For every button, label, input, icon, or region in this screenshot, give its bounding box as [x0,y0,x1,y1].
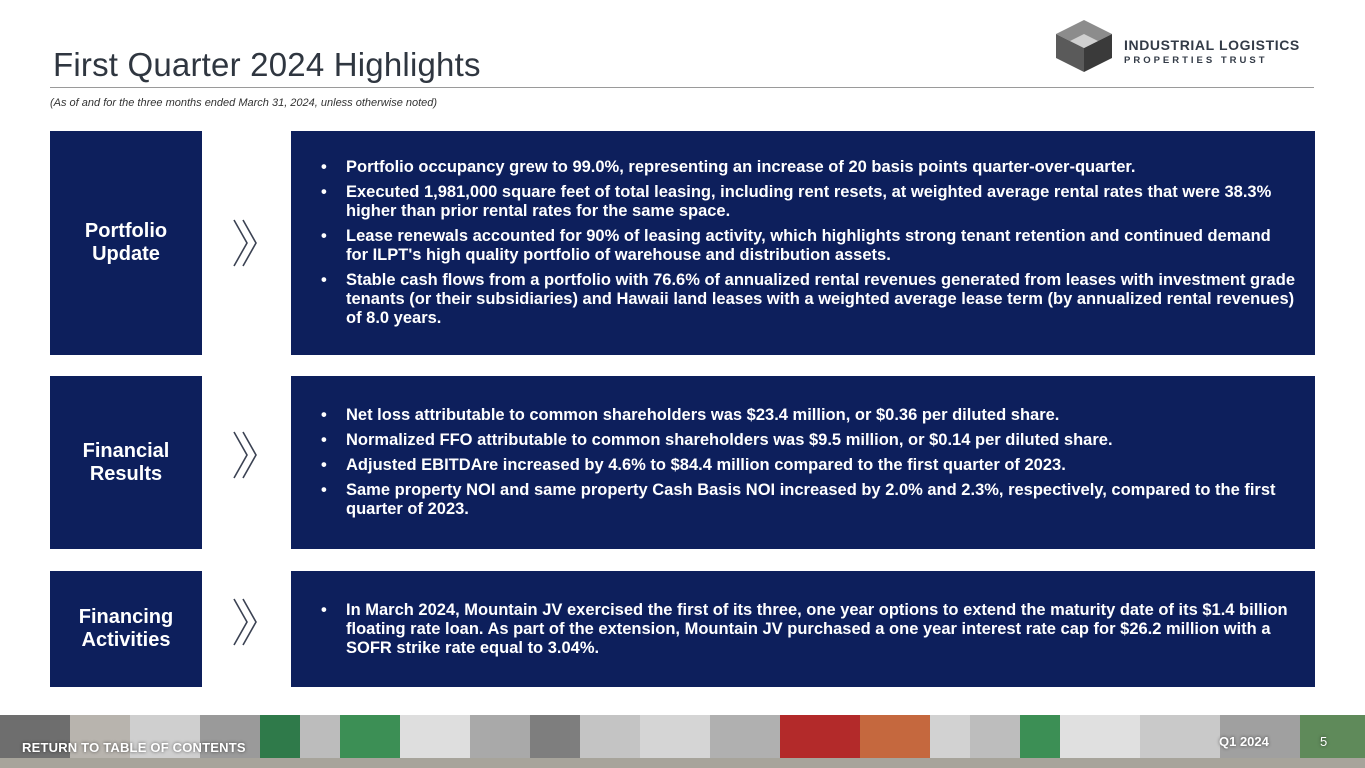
company-logo [1054,20,1319,74]
title-rule [50,87,1314,88]
section-content-portfolio-update [291,131,1315,355]
logo-text-line2: PROPERTIES TRUST [1124,55,1268,66]
bullet-list [321,400,1297,525]
bullet-item: • In March 2024, Mountain JV exercised the first of its three, one year options to extend the maturity date of its $1.4 billion floating rate loan. As part of the extension, Mountain JV purchased a one year interest rate cap for $26.2 million with a SOFR strike rate equal to 3.04%. [321,601,1297,658]
bullet-item: • Executed 1,981,000 square feet of total leasing, including rent resets, at weighted average rental rates that were 38.3% higher than prior rental rates for the same space. [321,183,1297,221]
section-content-financial-results [291,376,1315,549]
section-label-line1: Financial [82,439,170,462]
logo-text-line1: INDUSTRIAL LOGISTICS [1124,37,1300,53]
section-content-financing-activities [291,571,1315,687]
chevron-right-icon [231,218,263,268]
section-label-line1: Financing [78,606,174,628]
section-label-financial-results [50,376,202,549]
bullet-item: • Lease renewals accounted for 90% of leasing activity, which highlights strong tenant retention and continued demand for ILPT's high quality portfolio of warehouse and distribution assets. [321,227,1297,265]
section-label-line2: Update [92,243,160,265]
cube-logo-icon [1054,20,1114,74]
bullet-item: • Net loss attributable to common shareholders was $23.4 million, or $0.36 per diluted share. [321,406,1297,425]
bullet-item: • Adjusted EBITDAre increased by 4.6% to $84.4 million compared to the first quarter of 2023. [321,456,1297,475]
section-label-line2: Results [89,462,163,485]
bullet-list [321,595,1297,664]
page-title: First Quarter 2024 Highlights [53,46,481,83]
return-to-toc-link[interactable]: RETURN TO TABLE OF CONTENTS [22,740,246,755]
section-label-line2: Activities [81,629,171,651]
page-subtitle: (As of and for the three months ended March 31, 2024, unless otherwise noted) [50,97,438,109]
section-label-portfolio-update [50,131,202,355]
bullet-list [321,152,1297,334]
section-label-financing-activities [50,571,202,687]
chevron-right-icon [231,597,263,647]
page-number: 5 [1320,734,1328,749]
bullet-item: • Same property NOI and same property Cash Basis NOI increased by 2.0% and 2.3%, respectively, compared to the first quarter of 2023. [321,481,1297,519]
bullet-item: • Portfolio occupancy grew to 99.0%, representing an increase of 20 basis points quarter-over-quarter. [321,158,1297,177]
bullet-item: • Stable cash flows from a portfolio with 76.6% of annualized rental revenues generated from leases with investment grade tenants (or their subsidiaries) and Hawaii land leases with a weighted average lease term (by annualized rental revenues) of 8.0 years. [321,271,1297,328]
bullet-item: • Normalized FFO attributable to common shareholders was $9.5 million, or $0.14 per diluted share. [321,431,1297,450]
quarter-label: Q1 2024 [1219,734,1269,749]
section-label-line1: Portfolio [84,220,168,242]
footer-photo-strip [0,715,1365,768]
chevron-right-icon [231,430,263,480]
